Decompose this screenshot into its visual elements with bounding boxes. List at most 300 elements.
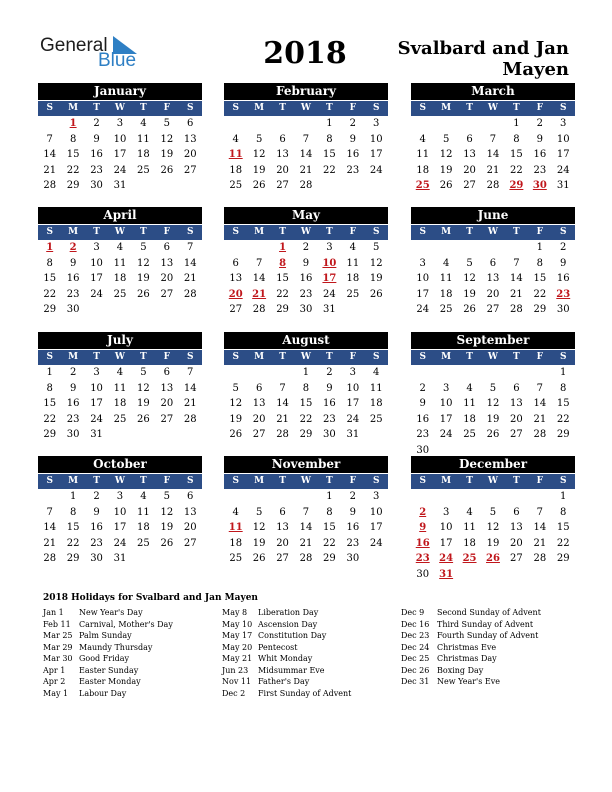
- day-cell: 27: [463, 180, 476, 191]
- day-cell: 16: [416, 413, 430, 425]
- day-cell: 14: [486, 149, 500, 160]
- month-title: July: [38, 332, 202, 349]
- day-cell: 14: [276, 398, 289, 409]
- day-cell: 9: [349, 133, 356, 145]
- empty-day-cell: [411, 489, 434, 505]
- day-cell: 28: [486, 180, 500, 191]
- empty-day-cell: [247, 365, 270, 381]
- empty-day-cell: [528, 365, 551, 381]
- day-cell: 17: [439, 537, 453, 549]
- day-cell: 28: [43, 553, 57, 564]
- day-cell: 17: [369, 522, 383, 533]
- day-cell: 21: [43, 164, 57, 176]
- day-cell: 30: [66, 429, 80, 440]
- day-cell: 29: [533, 304, 547, 315]
- day-cell: 2: [419, 382, 426, 394]
- day-cell: 12: [252, 522, 266, 533]
- week-row: [38, 163, 202, 179]
- day-cell: 18: [229, 164, 243, 176]
- day-cell: 2: [536, 118, 543, 129]
- day-cell: 13: [183, 506, 197, 518]
- holiday-name: Christmas Eve: [437, 642, 497, 652]
- day-cell: 2: [302, 242, 310, 253]
- weekday-label: T: [326, 103, 333, 113]
- empty-day-cell: [224, 116, 247, 132]
- day-cell: 23: [346, 164, 360, 176]
- weekday-label: S: [419, 476, 426, 486]
- day-cell: 11: [416, 149, 430, 160]
- day-cell: 28: [533, 553, 547, 564]
- day-cell: 5: [466, 257, 473, 269]
- holiday-entry: [401, 665, 541, 677]
- holiday-day-cell: 20: [228, 288, 243, 300]
- day-cell: 21: [183, 398, 197, 409]
- empty-day-cell: [294, 489, 317, 505]
- day-cell: 11: [137, 506, 150, 518]
- holiday-name: Liberation Day: [258, 608, 319, 617]
- weekday-label: T: [326, 352, 333, 362]
- day-cell: 23: [323, 413, 336, 425]
- day-cell: 10: [346, 382, 360, 394]
- weekday-label: S: [186, 476, 194, 486]
- day-cell: 17: [369, 149, 383, 160]
- day-cell: 18: [416, 164, 430, 176]
- day-cell: 16: [346, 149, 360, 160]
- week-row: [38, 287, 202, 303]
- holiday-day-cell: 10: [322, 257, 337, 269]
- day-cell: 17: [90, 273, 103, 284]
- weekday-label: T: [326, 476, 333, 486]
- empty-day-cell: [294, 116, 317, 132]
- day-cell: 18: [463, 413, 476, 425]
- week-row: [224, 147, 388, 163]
- day-cell: 7: [489, 133, 497, 145]
- day-cell: 1: [536, 242, 543, 253]
- day-cell: 16: [66, 273, 80, 284]
- day-cell: 12: [160, 506, 174, 518]
- day-cell: 6: [187, 491, 194, 502]
- day-cell: 26: [463, 304, 476, 315]
- day-cell: 12: [439, 149, 453, 160]
- weekday-label: S: [186, 103, 194, 113]
- week-row: [38, 381, 202, 397]
- day-cell: 4: [116, 242, 124, 253]
- day-cell: 8: [536, 257, 543, 269]
- holiday-name: Midsummar Eve: [258, 665, 325, 675]
- weekday-label: S: [559, 103, 567, 113]
- holiday-date: May 8: [222, 608, 248, 617]
- weekday-label: M: [441, 227, 452, 237]
- month-july: [38, 332, 202, 443]
- holiday-name: Palm Sunday: [79, 631, 132, 640]
- holiday-name: New Year's Eve: [437, 677, 500, 686]
- holiday-name: First Sunday of Advent: [258, 688, 352, 698]
- week-row: [411, 381, 575, 397]
- day-cell: 30: [346, 553, 360, 564]
- holiday-column: [222, 607, 351, 699]
- holiday-entry: [43, 688, 173, 700]
- empty-day-cell: [271, 365, 294, 381]
- day-cell: 16: [323, 398, 336, 409]
- empty-day-cell: [155, 178, 178, 194]
- day-cell: 11: [369, 382, 383, 394]
- day-cell: 21: [486, 164, 500, 176]
- empty-day-cell: [108, 302, 131, 318]
- day-cell: 29: [43, 304, 57, 315]
- week-row: [38, 520, 202, 536]
- week-row: [224, 256, 388, 272]
- day-cell: 22: [43, 413, 57, 425]
- holiday-date: Apr 1: [43, 665, 66, 675]
- empty-day-cell: [365, 427, 388, 443]
- day-cell: 7: [187, 242, 194, 253]
- holiday-date: Dec 9: [401, 608, 425, 617]
- day-cell: 17: [346, 398, 360, 409]
- day-cell: 8: [69, 133, 77, 145]
- day-cell: 21: [299, 164, 313, 176]
- day-cell: 26: [137, 413, 150, 425]
- holiday-date: Dec 26: [401, 665, 430, 675]
- week-row: [411, 536, 575, 552]
- weekday-label: F: [349, 352, 357, 362]
- week-row: [224, 240, 388, 256]
- week-row: [224, 287, 388, 303]
- week-row: [38, 551, 202, 567]
- week-row: [224, 178, 388, 194]
- day-cell: 24: [113, 537, 127, 549]
- day-cell: 10: [113, 506, 127, 518]
- day-cell: 17: [113, 522, 127, 533]
- day-cell: 10: [556, 133, 570, 145]
- day-cell: 3: [560, 118, 567, 129]
- day-cell: 7: [302, 133, 310, 145]
- day-cell: 8: [46, 257, 53, 269]
- weekday-label: W: [487, 103, 499, 113]
- empty-day-cell: [434, 489, 457, 505]
- weekday-label: S: [372, 352, 380, 362]
- day-cell: 19: [160, 522, 174, 533]
- holiday-day-cell: 25: [415, 180, 430, 191]
- empty-day-cell: [179, 427, 202, 443]
- day-cell: 14: [183, 257, 197, 269]
- weekday-label: T: [513, 352, 520, 362]
- weekday-label: W: [114, 352, 126, 362]
- day-cell: 4: [419, 133, 426, 145]
- day-cell: 8: [46, 382, 53, 394]
- weekday-label: M: [68, 352, 79, 362]
- month-title: September: [411, 332, 575, 349]
- weekday-label: T: [140, 103, 147, 113]
- day-cell: 19: [252, 164, 266, 176]
- empty-day-cell: [271, 489, 294, 505]
- weekday-label: S: [186, 227, 194, 237]
- day-cell: 30: [556, 304, 570, 315]
- holiday-name: Maundy Thursday: [79, 642, 153, 652]
- holiday-name: Ascension Day: [258, 619, 318, 629]
- holiday-name: Labour Day: [79, 688, 127, 698]
- holiday-entry: [222, 653, 351, 665]
- day-cell: 9: [419, 398, 426, 409]
- empty-day-cell: [108, 427, 131, 443]
- week-row: [411, 396, 575, 412]
- day-cell: 1: [560, 491, 567, 502]
- weekday-label: S: [46, 103, 53, 113]
- day-cell: 23: [90, 164, 103, 176]
- day-cell: 6: [232, 257, 239, 269]
- day-cell: 27: [160, 413, 174, 425]
- weekday-label: F: [536, 227, 544, 237]
- week-row: [224, 302, 388, 318]
- day-cell: 22: [510, 164, 523, 176]
- week-row: [411, 178, 575, 194]
- week-row: [38, 147, 202, 163]
- weekday-header: [411, 474, 575, 489]
- week-row: [224, 489, 388, 505]
- month-title: October: [38, 456, 202, 473]
- day-cell: 5: [489, 506, 497, 518]
- day-cell: 6: [255, 382, 263, 394]
- day-cell: 27: [510, 429, 523, 440]
- day-cell: 2: [349, 491, 356, 502]
- day-cell: 31: [556, 180, 570, 191]
- day-cell: 19: [486, 413, 500, 425]
- day-cell: 16: [66, 398, 80, 409]
- holiday-entry: [401, 642, 541, 654]
- day-cell: 4: [466, 382, 473, 394]
- day-cell: 30: [90, 553, 103, 564]
- day-cell: 18: [369, 398, 383, 409]
- empty-day-cell: [505, 240, 528, 256]
- day-cell: 4: [140, 491, 147, 502]
- day-cell: 10: [90, 382, 103, 394]
- day-cell: 22: [66, 164, 80, 176]
- week-row: [224, 551, 388, 567]
- day-cell: 14: [252, 273, 266, 284]
- empty-day-cell: [85, 302, 108, 318]
- day-cell: 8: [326, 133, 333, 145]
- day-cell: 6: [163, 242, 170, 253]
- day-cell: 8: [302, 382, 310, 394]
- empty-day-cell: [365, 551, 388, 567]
- week-row: [38, 302, 202, 318]
- week-row: [411, 505, 575, 521]
- day-cell: 8: [560, 506, 567, 518]
- day-cell: 14: [533, 522, 547, 533]
- month-title: August: [224, 332, 388, 349]
- day-cell: 22: [556, 413, 570, 425]
- holiday-name: Third Sunday of Advent: [437, 619, 534, 629]
- day-cell: 16: [90, 522, 103, 533]
- weekday-label: W: [300, 227, 312, 237]
- day-cell: 27: [229, 304, 243, 315]
- holiday-date: Mar 29: [43, 642, 73, 652]
- day-cell: 26: [439, 180, 453, 191]
- day-cell: 2: [349, 118, 356, 129]
- day-cell: 10: [113, 133, 127, 145]
- day-cell: 24: [90, 288, 103, 300]
- day-cell: 27: [252, 429, 266, 440]
- day-cell: 15: [556, 398, 570, 409]
- day-cell: 22: [276, 288, 289, 300]
- day-cell: 19: [252, 537, 266, 549]
- empty-day-cell: [224, 240, 247, 256]
- day-cell: 6: [466, 133, 473, 145]
- weekday-label: S: [186, 352, 194, 362]
- weekday-label: W: [114, 227, 126, 237]
- week-row: [224, 365, 388, 381]
- day-cell: 21: [183, 273, 197, 284]
- empty-day-cell: [505, 365, 528, 381]
- day-cell: 7: [255, 257, 263, 269]
- day-cell: 28: [183, 288, 197, 300]
- month-october: [38, 456, 202, 567]
- day-cell: 18: [113, 273, 127, 284]
- holiday-entry: [222, 607, 351, 619]
- day-cell: 15: [323, 149, 336, 160]
- day-cell: 6: [513, 506, 520, 518]
- day-cell: 6: [163, 367, 170, 378]
- empty-day-cell: [341, 302, 364, 318]
- day-cell: 2: [560, 242, 567, 253]
- day-cell: 30: [299, 304, 313, 315]
- week-row: [38, 240, 202, 256]
- empty-day-cell: [155, 302, 178, 318]
- empty-day-cell: [179, 178, 202, 194]
- week-row: [38, 396, 202, 412]
- day-cell: 19: [439, 164, 453, 176]
- day-cell: 29: [556, 429, 570, 440]
- day-cell: 20: [276, 164, 289, 176]
- month-march: [411, 83, 575, 194]
- empty-day-cell: [271, 116, 294, 132]
- day-cell: 7: [46, 506, 53, 518]
- day-cell: 14: [183, 382, 197, 394]
- day-cell: 28: [533, 429, 547, 440]
- week-row: [411, 287, 575, 303]
- holiday-day-cell: 1: [279, 242, 287, 253]
- weekday-label: F: [349, 476, 357, 486]
- empty-day-cell: [38, 489, 61, 505]
- weekday-label: T: [466, 227, 473, 237]
- day-cell: 22: [299, 413, 313, 425]
- day-cell: 24: [416, 304, 430, 315]
- empty-day-cell: [458, 567, 481, 583]
- holiday-day-cell: 11: [228, 149, 243, 160]
- weekday-header: [224, 350, 388, 365]
- week-row: [411, 489, 575, 505]
- day-cell: 8: [326, 506, 333, 518]
- weekday-label: W: [300, 476, 312, 486]
- holiday-entry: [43, 630, 173, 642]
- day-cell: 28: [276, 429, 289, 440]
- weekday-label: S: [232, 352, 239, 362]
- holiday-date: Feb 11: [43, 619, 71, 629]
- day-cell: 31: [90, 429, 103, 440]
- holiday-entry: [401, 607, 541, 619]
- holiday-name: Christmas Day: [437, 654, 497, 663]
- day-cell: 25: [346, 288, 360, 300]
- week-row: [411, 567, 575, 583]
- day-cell: 30: [66, 304, 80, 315]
- day-cell: 10: [369, 133, 383, 145]
- day-cell: 13: [276, 522, 289, 533]
- holiday-entry: [401, 630, 541, 642]
- day-cell: 13: [252, 398, 266, 409]
- day-cell: 10: [439, 522, 453, 533]
- day-cell: 21: [510, 288, 523, 300]
- day-cell: 31: [346, 429, 360, 440]
- holiday-date: Dec 2: [222, 688, 246, 698]
- day-cell: 7: [302, 506, 310, 518]
- month-title: February: [224, 83, 388, 100]
- holiday-day-cell: 31: [439, 568, 454, 580]
- weekday-label: T: [140, 352, 147, 362]
- week-row: [411, 427, 575, 443]
- holiday-entry: [43, 665, 173, 677]
- month-title: May: [224, 207, 388, 224]
- weekday-label: T: [466, 352, 473, 362]
- month-january: [38, 83, 202, 194]
- day-cell: 27: [160, 288, 174, 300]
- weekday-label: F: [163, 352, 171, 362]
- day-cell: 29: [299, 429, 313, 440]
- day-cell: 20: [183, 522, 197, 533]
- day-cell: 7: [536, 382, 543, 394]
- day-cell: 16: [299, 273, 313, 284]
- day-cell: 3: [419, 257, 426, 269]
- day-cell: 25: [113, 288, 127, 300]
- day-cell: 29: [66, 180, 80, 191]
- weekday-label: F: [163, 476, 171, 486]
- week-row: [38, 489, 202, 505]
- week-row: [411, 271, 575, 287]
- week-row: [38, 505, 202, 521]
- day-cell: 24: [90, 413, 103, 425]
- holiday-day-cell: 21: [252, 288, 267, 300]
- holiday-name: Constitution Day: [258, 631, 327, 640]
- day-cell: 9: [326, 382, 333, 394]
- weekday-label: M: [68, 103, 79, 113]
- weekday-label: F: [349, 227, 357, 237]
- empty-day-cell: [458, 365, 481, 381]
- holiday-day-cell: 1: [46, 242, 54, 253]
- day-cell: 27: [510, 553, 523, 564]
- week-row: [224, 271, 388, 287]
- day-cell: 3: [442, 382, 450, 394]
- day-cell: 3: [442, 506, 450, 518]
- day-cell: 2: [93, 491, 100, 502]
- holiday-column: [401, 607, 541, 688]
- day-cell: 15: [533, 273, 547, 284]
- week-row: [38, 132, 202, 148]
- day-cell: 13: [160, 257, 174, 269]
- day-cell: 15: [66, 149, 80, 160]
- day-cell: 15: [66, 522, 80, 533]
- holiday-day-cell: 1: [69, 118, 77, 129]
- day-cell: 30: [416, 568, 430, 580]
- weekday-label: T: [466, 476, 473, 486]
- weekday-header: [411, 101, 575, 116]
- day-cell: 15: [556, 522, 570, 533]
- month-december: [411, 456, 575, 582]
- empty-day-cell: [411, 365, 434, 381]
- weekday-label: S: [232, 103, 239, 113]
- day-cell: 20: [486, 288, 500, 300]
- logo-text-general: General: [40, 35, 108, 56]
- weekday-label: T: [279, 352, 286, 362]
- day-cell: 2: [326, 367, 333, 378]
- day-cell: 17: [439, 413, 453, 425]
